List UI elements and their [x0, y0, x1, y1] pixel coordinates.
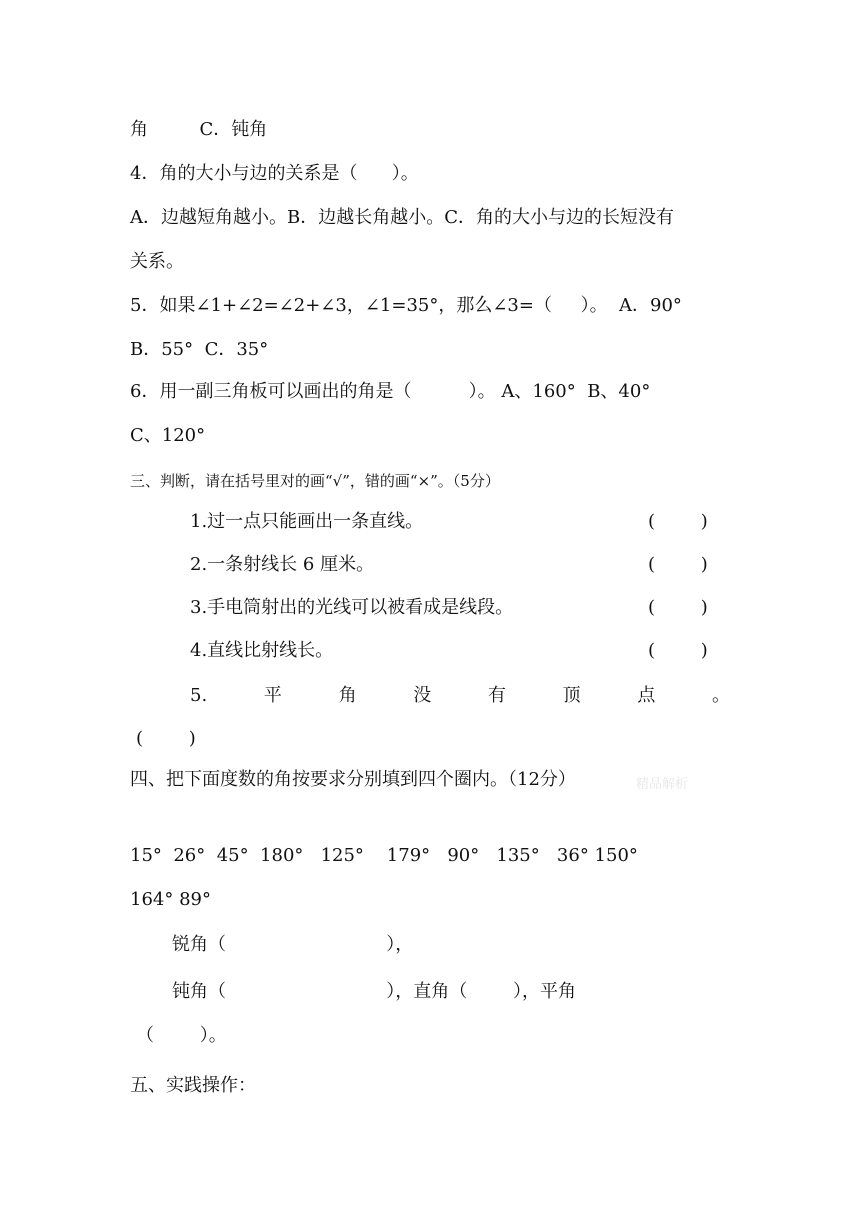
judge-paren-3: ( )	[648, 597, 708, 618]
watermark-text: 精品解析	[636, 777, 689, 792]
judge-item-5-char: 顶	[562, 685, 581, 706]
judge-paren-2: ( )	[648, 554, 708, 575]
section-5-heading: 五、实践操作：	[130, 1075, 256, 1096]
judge-item-5-char: 有	[487, 685, 506, 706]
degree-list-1: 15° 26° 45° 180° 125° 179° 90° 135° 36° 150°	[130, 845, 638, 866]
judge-item-2: 2.一条射线长 6 厘米。	[190, 554, 375, 575]
judge-item-3: 3.手电筒射出的光线可以被看成是线段。	[190, 597, 514, 618]
judge-item-5	[190, 684, 730, 708]
question-5-options: B．55° C．35°	[130, 339, 269, 360]
judge-item-4: 4.直线比射线长。	[190, 640, 334, 661]
judge-item-5-char: 角	[338, 685, 357, 706]
obtuse-right-straight-blank: 钝角（ ），直角（ ），平角	[172, 981, 576, 1002]
question-6-options: C、120°	[130, 425, 206, 446]
judge-paren-5: ( )	[136, 728, 196, 749]
question-5: 5．如果∠1+∠2=∠2+∠3，∠1=35°，那么∠3=（ ）。 A．90°	[130, 295, 682, 316]
question-6: 6．用一副三角板可以画出的角是（ ）。 A、160° B、40°	[130, 381, 651, 402]
judge-paren-1: ( )	[648, 511, 708, 532]
judge-paren-4: ( )	[648, 640, 708, 661]
question-4-options-cont: 关系。	[130, 251, 184, 272]
judge-item-1: 1.过一点只能画出一条直线。	[190, 511, 424, 532]
degree-list-2: 164° 89°	[130, 889, 211, 910]
section-3-heading: 三、判断，请在括号里对的画“√”，错的画“×”。（5分）	[130, 472, 500, 490]
judge-item-5-char: 。	[712, 685, 730, 706]
straight-angle-paren: （ ）。	[136, 1025, 227, 1046]
acute-angle-blank: 锐角（ ），	[172, 934, 414, 955]
judge-item-5-char: 平	[263, 685, 282, 706]
line-option-c-obtuse: 角 C．钝角	[130, 119, 268, 140]
section-4-heading: 四、把下面度数的角按要求分别填到四个圈内。（12分）	[130, 769, 576, 790]
judge-item-5-char: 5.	[190, 685, 208, 706]
judge-item-5-char: 没	[413, 685, 432, 706]
judge-item-5-char: 点	[637, 685, 656, 706]
question-4: 4．角的大小与边的关系是（ ）。	[130, 163, 419, 184]
question-4-options: A．边越短角越小。B．边越长角越小。C．角的大小与边的长短没有	[130, 207, 674, 228]
